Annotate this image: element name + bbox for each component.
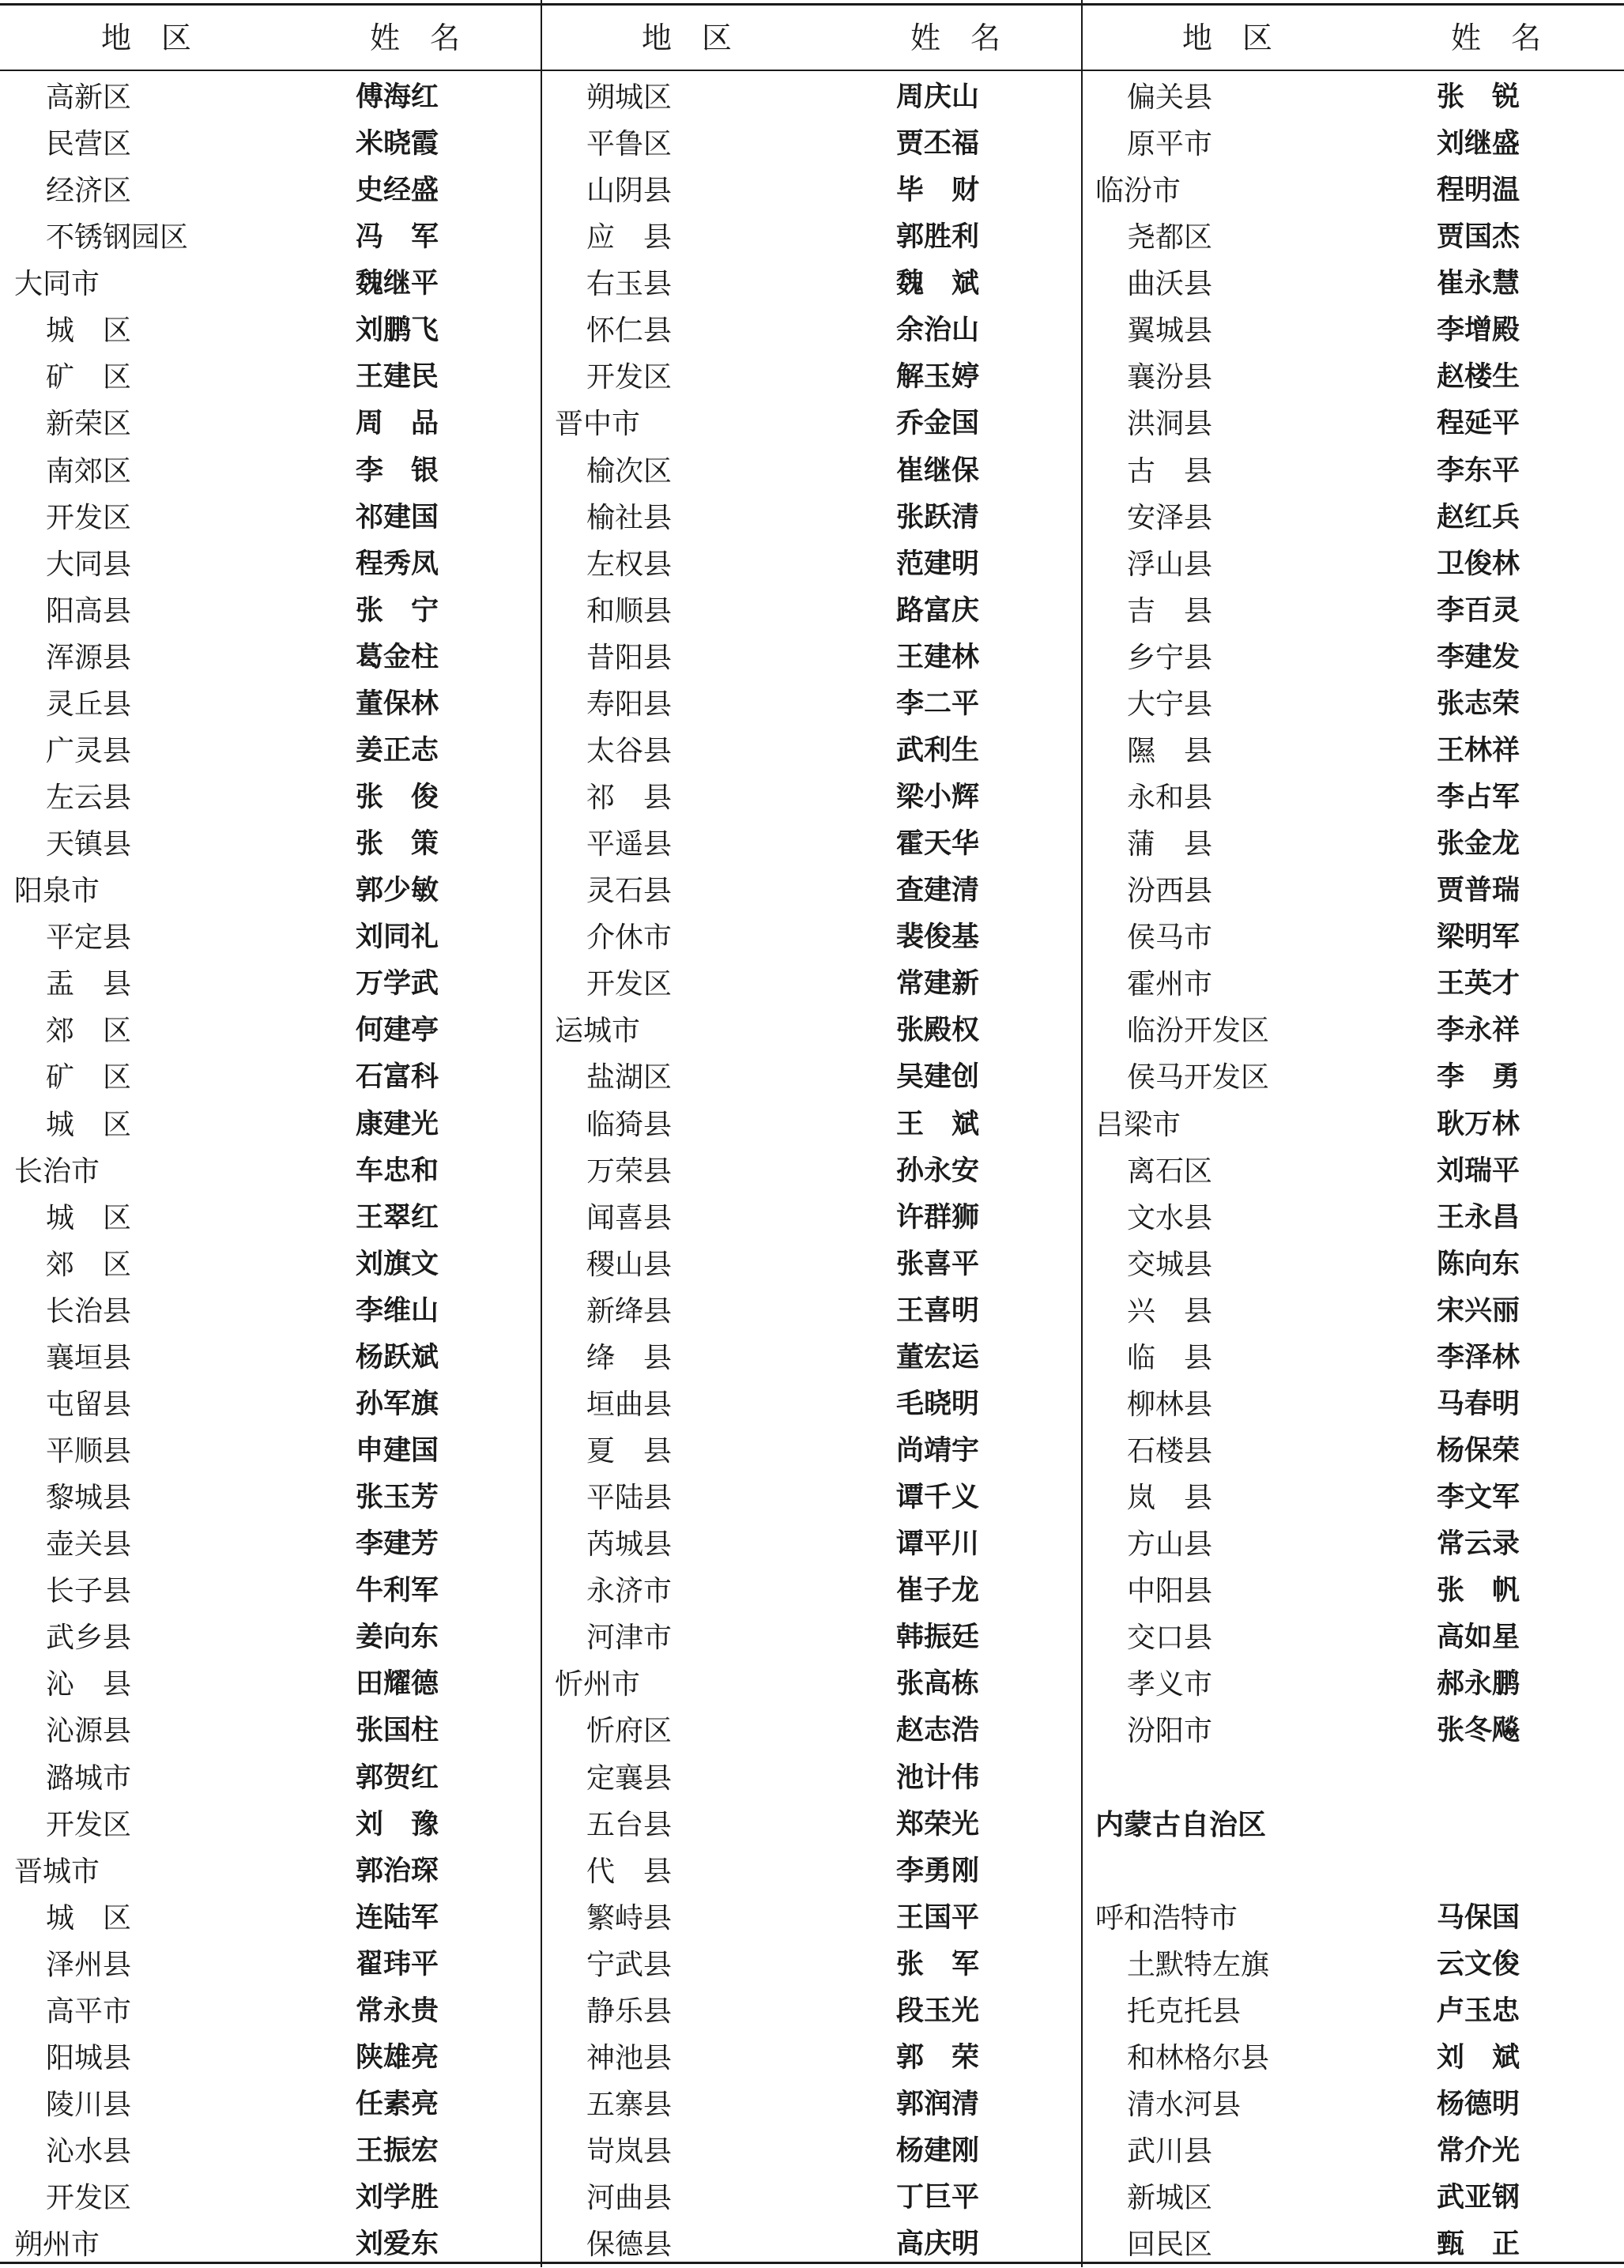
region-cell: 阳泉市: [14, 875, 100, 908]
name-cell: 姜向东: [356, 1622, 439, 1654]
name-cell: 贾丕福: [896, 128, 980, 160]
region-cell: 左权县: [586, 548, 673, 581]
name-cell: 张金龙: [1437, 828, 1520, 861]
name-cell: 申建国: [356, 1435, 439, 1467]
name-cell: 卫俊林: [1437, 548, 1520, 580]
name-cell: 刘学胜: [356, 2182, 439, 2214]
header-name: 姓 名: [910, 21, 1001, 55]
name-cell: 郭 荣: [896, 2041, 980, 2074]
name-cell: 李文军: [1437, 1482, 1520, 1514]
region-cell: 广灵县: [46, 734, 132, 767]
region-cell: 运城市: [555, 1015, 641, 1048]
region-cell: 五台县: [586, 1808, 673, 1841]
region-cell: 保德县: [586, 2228, 673, 2262]
name-cell: 刘 豫: [356, 1808, 439, 1840]
region-cell: 城 区: [46, 1201, 132, 1234]
region-cell: 武川县: [1127, 2135, 1213, 2168]
region-cell: 回民区: [1127, 2228, 1213, 2262]
region-cell: 临汾市: [1095, 175, 1181, 208]
header-rule: [0, 70, 1624, 71]
region-cell: 晋中市: [555, 408, 641, 441]
region-cell: 屯留县: [46, 1388, 132, 1421]
name-cell: 李永祥: [1437, 1015, 1520, 1047]
region-cell: 经济区: [46, 175, 132, 208]
region-cell: 兴 县: [1127, 1294, 1213, 1328]
region-cell: 侯马开发区: [1127, 1061, 1270, 1094]
region-cell: 灵石县: [586, 875, 673, 908]
name-cell: 孙永安: [896, 1155, 980, 1187]
header-region: 地 区: [1182, 21, 1273, 55]
name-cell: 刘同礼: [356, 921, 439, 954]
region-cell: 怀仁县: [586, 315, 673, 348]
region-cell: 岢岚县: [586, 2135, 673, 2168]
region-cell: 昔阳县: [586, 641, 673, 674]
name-cell: 李占军: [1437, 782, 1520, 814]
name-cell: 崔继保: [896, 454, 980, 487]
name-cell: 董宏运: [896, 1341, 980, 1373]
region-cell: 土默特左旗: [1127, 1948, 1270, 1981]
name-cell: 梁小辉: [896, 782, 980, 814]
name-cell: 武利生: [896, 734, 980, 767]
name-cell: 赵红兵: [1437, 501, 1520, 533]
region-cell: 清水河县: [1127, 2089, 1242, 2121]
region-cell: 城 区: [46, 1901, 132, 1935]
name-cell: 卢玉忠: [1437, 1995, 1520, 2027]
name-cell: 王喜明: [896, 1294, 980, 1327]
region-cell: 石楼县: [1127, 1435, 1213, 1468]
region-cell: 尧都区: [1127, 221, 1213, 254]
region-cell: 新绛县: [586, 1294, 673, 1328]
region-cell: 泽州县: [46, 1948, 132, 1981]
name-cell: 王建林: [896, 641, 980, 673]
name-cell: 张 宁: [356, 594, 439, 627]
region-cell: 静乐县: [586, 1995, 673, 2028]
region-cell: 陵川县: [46, 2089, 132, 2121]
name-cell: 李东平: [1437, 454, 1520, 487]
region-cell: 襄汾县: [1127, 361, 1213, 394]
name-cell: 谭千义: [896, 1482, 980, 1514]
region-cell: 中阳县: [1127, 1575, 1213, 1608]
name-cell: 常永贵: [356, 1995, 439, 2027]
region-cell: 黎城县: [46, 1482, 132, 1515]
name-cell: 程秀凤: [356, 548, 439, 580]
name-cell: 王英才: [1437, 968, 1520, 1000]
region-cell: 孝义市: [1127, 1668, 1213, 1701]
name-cell: 陈向东: [1437, 1248, 1520, 1280]
region-cell: 永济市: [586, 1575, 673, 1608]
name-cell: 余治山: [896, 315, 980, 347]
region-cell: 阳高县: [46, 594, 132, 627]
region-cell: 闻喜县: [586, 1201, 673, 1234]
region-cell: 大同县: [46, 548, 132, 581]
region-cell: 永和县: [1127, 782, 1213, 815]
name-cell: 尚靖宇: [896, 1435, 980, 1467]
name-cell: 李建芳: [356, 1528, 439, 1561]
name-cell: 史经盛: [356, 175, 439, 207]
name-cell: 李维山: [356, 1294, 439, 1327]
header-name: 姓 名: [370, 21, 461, 55]
region-cell: 矿 区: [46, 1061, 132, 1094]
name-cell: 丁巨平: [896, 2182, 980, 2214]
name-cell: 梁明军: [1437, 921, 1520, 954]
name-cell: 王 斌: [896, 1108, 980, 1140]
region-cell: 忻州市: [555, 1668, 641, 1701]
name-cell: 赵楼生: [1437, 361, 1520, 394]
name-cell: 李百灵: [1437, 594, 1520, 627]
name-cell: 张殿权: [896, 1015, 980, 1047]
name-cell: 吴建创: [896, 1061, 980, 1094]
region-cell: 长子县: [46, 1575, 132, 1608]
region-cell: 稷山县: [586, 1248, 673, 1281]
region-cell: 大宁县: [1127, 688, 1213, 721]
name-cell: 张国柱: [356, 1715, 439, 1747]
region-cell: 翼城县: [1127, 315, 1213, 348]
name-cell: 郭润清: [896, 2089, 980, 2120]
bottom-rule: [0, 2262, 1624, 2264]
name-cell: 祁建国: [356, 501, 439, 533]
name-cell: 郝永鹏: [1437, 1668, 1520, 1701]
name-cell: 王振宏: [356, 2135, 439, 2168]
region-cell: 原平市: [1127, 128, 1213, 161]
name-cell: 耿万林: [1437, 1108, 1520, 1140]
region-cell: 河曲县: [586, 2182, 673, 2215]
region-cell: 介休市: [586, 921, 673, 955]
name-cell: 池计伟: [896, 1761, 980, 1794]
region-cell: 隰 县: [1127, 734, 1213, 767]
region-cell: 榆次区: [586, 454, 673, 488]
region-cell: 壶关县: [46, 1528, 132, 1562]
name-cell: 云文俊: [1437, 1948, 1520, 1980]
region-cell: 高新区: [46, 81, 132, 114]
name-cell: 王建民: [356, 361, 439, 394]
name-cell: 常建新: [896, 968, 980, 1000]
name-cell: 姜正志: [356, 734, 439, 767]
region-cell: 和林格尔县: [1127, 2041, 1270, 2074]
region-cell: 榆社县: [586, 501, 673, 534]
region-cell: 山阴县: [586, 175, 673, 208]
name-cell: 武亚钢: [1437, 2182, 1520, 2214]
region-cell: 郊 区: [46, 1015, 132, 1048]
region-cell: 朔州市: [14, 2228, 100, 2262]
region-cell: 乡宁县: [1127, 641, 1213, 674]
name-cell: 陕雄亮: [356, 2041, 439, 2074]
name-cell: 毕 财: [896, 175, 980, 207]
name-cell: 贾国杰: [1437, 221, 1520, 254]
name-cell: 郑荣光: [896, 1808, 980, 1840]
name-cell: 张跃清: [896, 501, 980, 533]
name-cell: 查建清: [896, 875, 980, 907]
name-cell: 周庆山: [896, 81, 980, 113]
name-cell: 高如星: [1437, 1622, 1520, 1654]
region-cell: 垣曲县: [586, 1388, 673, 1421]
name-cell: 李建发: [1437, 641, 1520, 673]
region-cell: 城 区: [46, 315, 132, 348]
name-cell: 崔子龙: [896, 1575, 980, 1607]
name-cell: 周 品: [356, 408, 439, 440]
name-cell: 田耀德: [356, 1668, 439, 1701]
region-cell: 繁峙县: [586, 1901, 673, 1935]
region-cell: 河津市: [586, 1622, 673, 1655]
name-cell: 魏继平: [356, 268, 439, 300]
name-cell: 车忠和: [356, 1155, 439, 1187]
name-cell: 李 勇: [1437, 1061, 1520, 1094]
column-divider: [1081, 0, 1083, 2267]
name-cell: 郭少敏: [356, 875, 439, 907]
name-cell: 甄 正: [1437, 2228, 1520, 2261]
region-cell: 呼和浩特市: [1095, 1901, 1238, 1935]
name-cell: 马春明: [1437, 1388, 1520, 1420]
name-cell: 解玉婷: [896, 361, 980, 394]
name-cell: 李 银: [356, 454, 439, 487]
region-cell: 汾西县: [1127, 875, 1213, 908]
section-heading: 内蒙古自治区: [1095, 1808, 1267, 1841]
region-cell: 万荣县: [586, 1155, 673, 1188]
region-cell: 和顺县: [586, 594, 673, 627]
region-cell: 芮城县: [586, 1528, 673, 1562]
region-cell: 平鲁区: [586, 128, 673, 161]
name-cell: 张 帆: [1437, 1575, 1520, 1607]
name-cell: 杨德明: [1437, 2089, 1520, 2120]
region-cell: 吉 县: [1127, 594, 1213, 627]
region-cell: 天镇县: [46, 828, 132, 861]
region-cell: 定襄县: [586, 1761, 673, 1795]
region-cell: 开发区: [46, 501, 132, 534]
name-cell: 刘爱东: [356, 2228, 439, 2261]
name-cell: 杨保荣: [1437, 1435, 1520, 1467]
name-cell: 张玉芳: [356, 1482, 439, 1514]
region-cell: 临猗县: [586, 1108, 673, 1141]
region-cell: 霍州市: [1127, 968, 1213, 1001]
name-cell: 杨跃斌: [356, 1341, 439, 1373]
name-cell: 魏 斌: [896, 268, 980, 300]
region-cell: 武乡县: [46, 1622, 132, 1655]
name-cell: 任素亮: [356, 2089, 439, 2120]
region-cell: 汾阳市: [1127, 1715, 1213, 1748]
region-cell: 左云县: [46, 782, 132, 815]
name-cell: 乔金国: [896, 408, 980, 440]
region-cell: 开发区: [586, 361, 673, 394]
name-cell: 刘旗文: [356, 1248, 439, 1280]
name-cell: 马保国: [1437, 1901, 1520, 1934]
region-cell: 代 县: [586, 1855, 673, 1888]
name-cell: 张 锐: [1437, 81, 1520, 113]
region-cell: 新城区: [1127, 2182, 1213, 2215]
name-cell: 毛晓明: [896, 1388, 980, 1420]
name-cell: 张喜平: [896, 1248, 980, 1280]
name-cell: 王林祥: [1437, 734, 1520, 767]
name-cell: 何建亭: [356, 1015, 439, 1047]
name-cell: 冯 军: [356, 221, 439, 254]
region-cell: 文水县: [1127, 1201, 1213, 1234]
region-cell: 平陆县: [586, 1482, 673, 1515]
name-cell: 张志荣: [1437, 688, 1520, 720]
region-cell: 浑源县: [46, 641, 132, 674]
name-cell: 张冬飚: [1437, 1715, 1520, 1747]
region-cell: 矿 区: [46, 361, 132, 394]
region-cell: 沁源县: [46, 1715, 132, 1748]
region-cell: 平顺县: [46, 1435, 132, 1468]
name-cell: 刘继盛: [1437, 128, 1520, 160]
region-cell: 偏关县: [1127, 81, 1213, 114]
name-cell: 韩振廷: [896, 1622, 980, 1654]
region-cell: 晋城市: [14, 1855, 100, 1888]
region-cell: 岚 县: [1127, 1482, 1213, 1515]
region-cell: 南郊区: [46, 454, 132, 488]
region-cell: 盐湖区: [586, 1061, 673, 1094]
column-divider: [541, 0, 542, 2267]
name-cell: 张 策: [356, 828, 439, 861]
region-cell: 寿阳县: [586, 688, 673, 721]
region-cell: 沁水县: [46, 2135, 132, 2168]
region-cell: 开发区: [46, 2182, 132, 2215]
region-cell: 不锈钢园区: [46, 221, 189, 254]
name-cell: 李勇刚: [896, 1855, 980, 1887]
name-cell: 郭贺红: [356, 1761, 439, 1794]
name-cell: 牛利军: [356, 1575, 439, 1607]
name-cell: 万学武: [356, 968, 439, 1000]
name-cell: 翟玮平: [356, 1948, 439, 1980]
name-cell: 王翠红: [356, 1201, 439, 1234]
region-cell: 城 区: [46, 1108, 132, 1141]
region-cell: 交城县: [1127, 1248, 1213, 1281]
header-region: 地 区: [642, 21, 733, 55]
name-cell: 崔永慧: [1437, 268, 1520, 300]
region-cell: 柳林县: [1127, 1388, 1213, 1421]
region-cell: 浮山县: [1127, 548, 1213, 581]
name-cell: 高庆明: [896, 2228, 980, 2261]
name-cell: 范建明: [896, 548, 980, 580]
region-cell: 灵丘县: [46, 688, 132, 721]
name-cell: 张 军: [896, 1948, 980, 1980]
name-cell: 路富庆: [896, 594, 980, 627]
region-cell: 襄垣县: [46, 1341, 132, 1374]
region-cell: 开发区: [46, 1808, 132, 1841]
header-name: 姓 名: [1451, 21, 1542, 55]
region-cell: 阳城县: [46, 2041, 132, 2074]
region-cell: 平定县: [46, 921, 132, 955]
name-cell: 宋兴丽: [1437, 1294, 1520, 1327]
region-cell: 忻府区: [586, 1715, 673, 1748]
name-cell: 李增殿: [1437, 315, 1520, 347]
name-cell: 杨建刚: [896, 2135, 980, 2168]
name-cell: 葛金柱: [356, 641, 439, 673]
name-cell: 张 俊: [356, 782, 439, 814]
name-cell: 李泽林: [1437, 1341, 1520, 1373]
region-cell: 洪洞县: [1127, 408, 1213, 441]
region-cell: 大同市: [14, 268, 100, 301]
name-cell: 许群狮: [896, 1201, 980, 1234]
name-cell: 王国平: [896, 1901, 980, 1934]
name-cell: 郭治琛: [356, 1855, 439, 1887]
region-cell: 侯马市: [1127, 921, 1213, 955]
name-cell: 程明温: [1437, 175, 1520, 207]
name-cell: 刘 斌: [1437, 2041, 1520, 2074]
name-cell: 康建光: [356, 1108, 439, 1140]
name-cell: 谭平川: [896, 1528, 980, 1561]
region-cell: 民营区: [46, 128, 132, 161]
name-cell: 段玉光: [896, 1995, 980, 2027]
region-cell: 开发区: [586, 968, 673, 1001]
region-cell: 绛 县: [586, 1341, 673, 1374]
name-cell: 刘鹏飞: [356, 315, 439, 347]
name-cell: 米晓霞: [356, 128, 439, 160]
name-cell: 裴俊基: [896, 921, 980, 954]
region-cell: 长治县: [46, 1294, 132, 1328]
name-cell: 郭胜利: [896, 221, 980, 254]
region-cell: 吕梁市: [1095, 1108, 1181, 1141]
name-cell: 贾普瑞: [1437, 875, 1520, 907]
name-cell: 张高栋: [896, 1668, 980, 1701]
region-cell: 方山县: [1127, 1528, 1213, 1562]
region-cell: 安泽县: [1127, 501, 1213, 534]
region-cell: 应 县: [586, 221, 673, 254]
name-cell: 傅海红: [356, 81, 439, 113]
region-cell: 潞城市: [46, 1761, 132, 1795]
name-cell: 刘瑞平: [1437, 1155, 1520, 1187]
name-cell: 程延平: [1437, 408, 1520, 440]
name-cell: 石富科: [356, 1061, 439, 1094]
region-cell: 交口县: [1127, 1622, 1213, 1655]
top-rule: [0, 3, 1624, 6]
name-cell: 王永昌: [1437, 1201, 1520, 1234]
region-cell: 祁 县: [586, 782, 673, 815]
region-cell: 托克托县: [1127, 1995, 1242, 2028]
region-cell: 右玉县: [586, 268, 673, 301]
name-cell: 霍天华: [896, 828, 980, 861]
region-cell: 五寨县: [586, 2089, 673, 2121]
region-cell: 古 县: [1127, 454, 1213, 488]
region-cell: 平遥县: [586, 828, 673, 861]
region-cell: 曲沃县: [1127, 268, 1213, 301]
region-cell: 夏 县: [586, 1435, 673, 1468]
region-cell: 新荣区: [46, 408, 132, 441]
region-cell: 长治市: [14, 1155, 100, 1188]
region-cell: 朔城区: [586, 81, 673, 114]
region-cell: 宁武县: [586, 1948, 673, 1981]
name-cell: 常云录: [1437, 1528, 1520, 1561]
region-cell: 神池县: [586, 2041, 673, 2074]
region-cell: 高平市: [46, 1995, 132, 2028]
region-cell: 临 县: [1127, 1341, 1213, 1374]
name-cell: 李二平: [896, 688, 980, 720]
name-cell: 赵志浩: [896, 1715, 980, 1747]
region-cell: 沁 县: [46, 1668, 132, 1701]
name-cell: 孙军旗: [356, 1388, 439, 1420]
region-cell: 蒲 县: [1127, 828, 1213, 861]
region-cell: 离石区: [1127, 1155, 1213, 1188]
header-region: 地 区: [101, 21, 192, 55]
name-cell: 常介光: [1437, 2135, 1520, 2168]
region-cell: 太谷县: [586, 734, 673, 767]
name-cell: 连陆军: [356, 1901, 439, 1934]
name-cell: 董保林: [356, 688, 439, 720]
region-cell: 盂 县: [46, 968, 132, 1001]
region-cell: 郊 区: [46, 1248, 132, 1281]
region-cell: 临汾开发区: [1127, 1015, 1270, 1048]
